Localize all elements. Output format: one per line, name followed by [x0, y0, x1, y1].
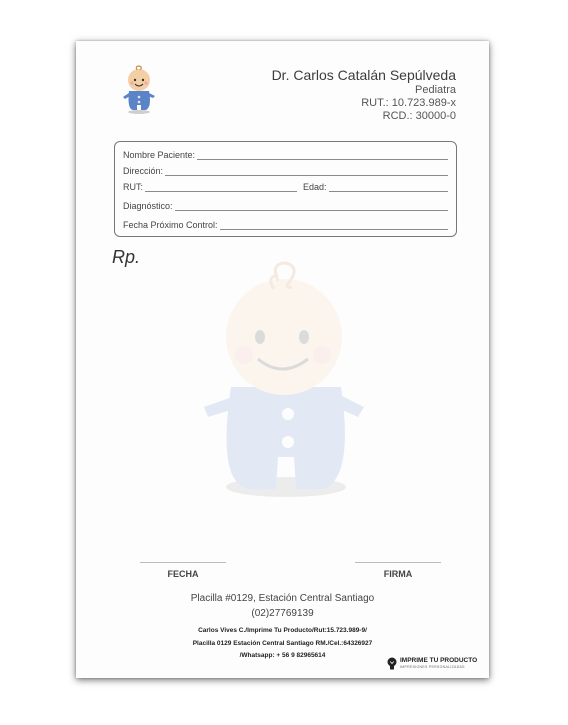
clinic-phone: (02)27769139: [251, 608, 314, 619]
rut-field[interactable]: [145, 182, 297, 192]
doctor-header: [272, 66, 456, 123]
date-signature-line: [140, 562, 226, 563]
date-label: FECHA: [167, 569, 199, 579]
signature-line: [355, 562, 441, 563]
next-control-row: [123, 218, 448, 230]
doctor-specialty: Pediatra: [415, 84, 456, 96]
prescription-label: Rp.: [112, 247, 141, 267]
diagnosis-row: [123, 199, 448, 211]
diagnosis-field[interactable]: [175, 201, 448, 211]
patient-form: [114, 141, 457, 237]
printer-info-line-1: Carlos Vives C./Imprime Tu Producto/Rut:15.723.989-9/: [198, 627, 367, 634]
clinic-address: Placilla #0129, Estación Central Santiago: [190, 593, 375, 604]
age-field[interactable]: [329, 182, 448, 192]
rut-label: RUT:: [123, 182, 143, 192]
address-label: Dirección:: [123, 166, 164, 176]
brand-logo: [387, 656, 482, 672]
patient-name-row: [123, 148, 448, 160]
address-field[interactable]: [165, 166, 448, 176]
patient-name-label: Nombre Paciente:: [123, 150, 196, 160]
age-label: Edad:: [303, 182, 327, 192]
lightbulb-icon: [387, 657, 397, 670]
doctor-rut: RUT.: 10.723.989-x: [361, 97, 456, 109]
next-control-label: Fecha Próximo Control:: [123, 220, 218, 230]
brand-name: IMPRIME TU PRODUCTO: [400, 657, 478, 664]
doctor-name: Dr. Carlos Catalán Sepúlveda: [271, 67, 456, 83]
address-row: [123, 164, 448, 176]
printer-info-line-2: Placilla 0129 Estación Central Santiago RM./Cel.:64326927: [192, 640, 373, 647]
prescription-sheet: [76, 41, 489, 678]
patient-name-field[interactable]: [197, 150, 448, 160]
baby-watermark-icon: [196, 257, 376, 507]
printer-info-line-3: /Whatsapp: + 56 9 82965614: [239, 652, 326, 659]
signature-label: FIRMA: [383, 569, 413, 579]
baby-logo-icon: [121, 63, 157, 115]
diagnosis-label: Diagnóstico:: [123, 201, 173, 211]
brand-tagline: IMPRESIONES PERSONALIZADAS: [400, 665, 465, 669]
rut-age-row: [123, 180, 448, 192]
doctor-rcd: RCD.: 30000-0: [382, 110, 456, 122]
next-control-field[interactable]: [220, 220, 448, 230]
